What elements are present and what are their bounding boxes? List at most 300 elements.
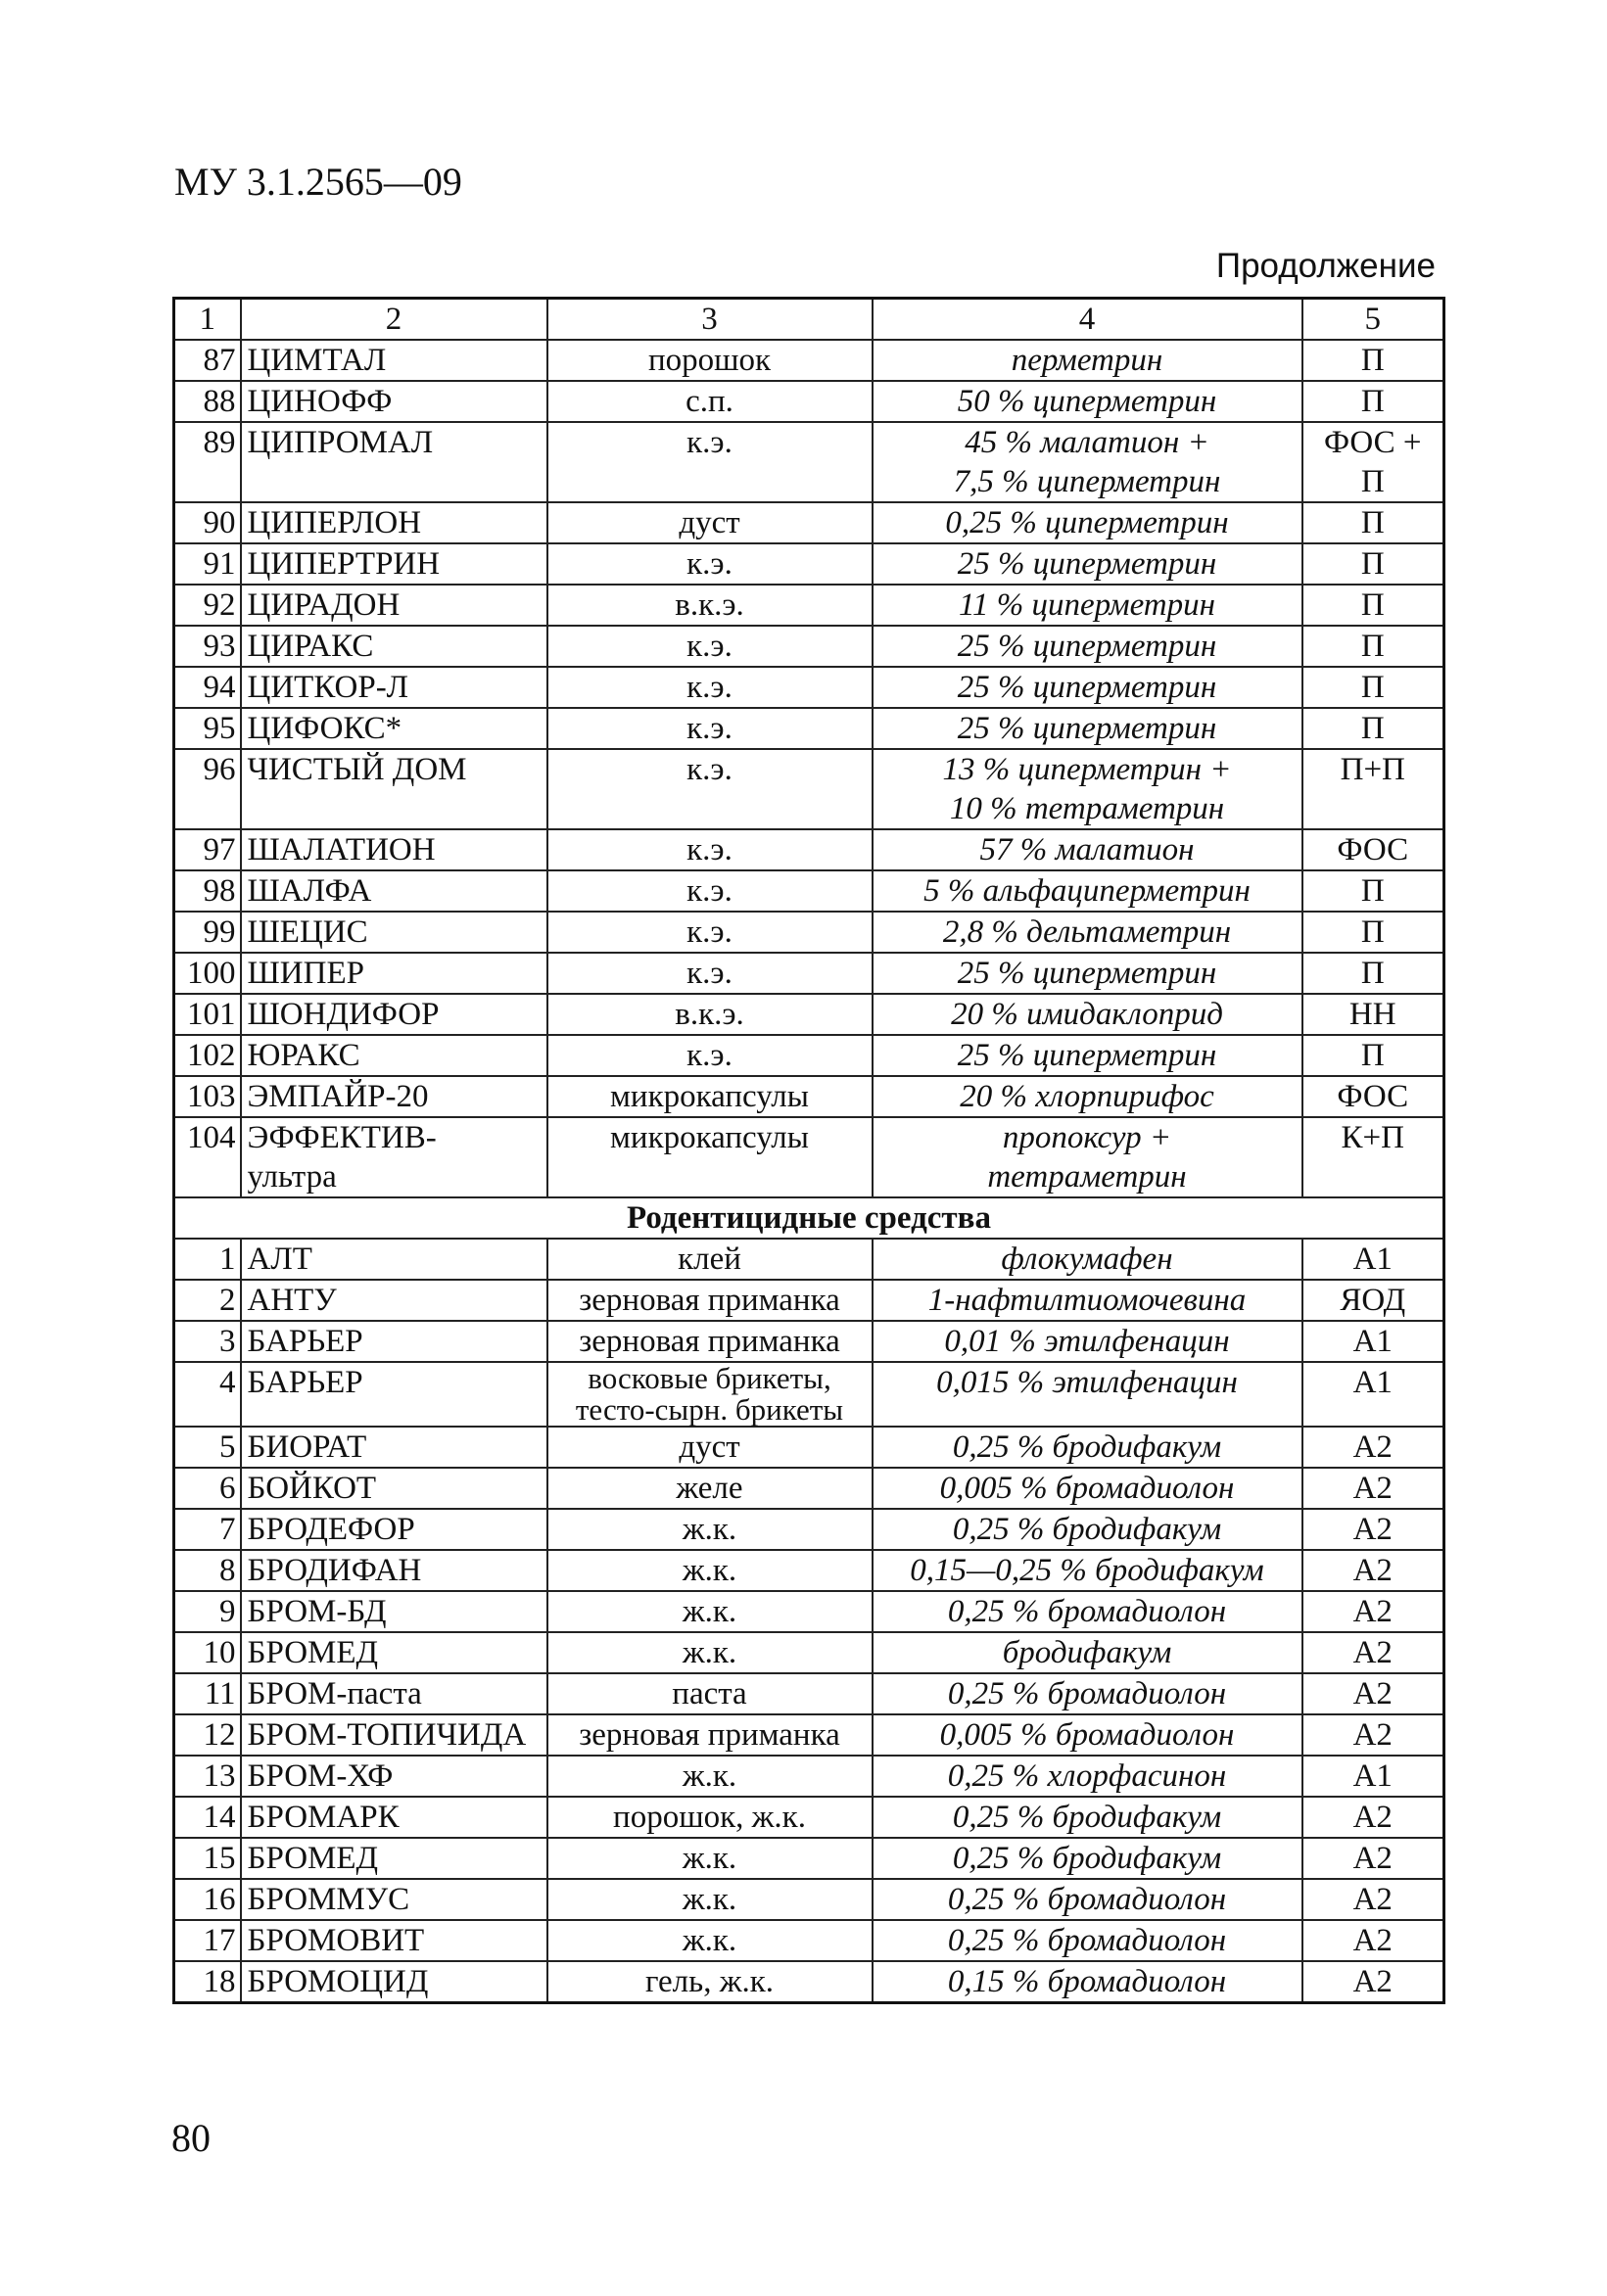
product-name: ЦИПРОМАЛ: [247, 425, 434, 460]
active-substance-cell: [873, 1920, 1302, 1961]
active-substance-cell: [873, 381, 1302, 422]
product-form-cell: [547, 1714, 873, 1756]
table-row: [174, 1427, 1444, 1468]
product-form: зерновая приманка: [579, 1283, 840, 1318]
chemical-group-cell: [1302, 1714, 1444, 1756]
chemical-group: А2: [1352, 1429, 1393, 1465]
product-name-cell: [241, 1076, 547, 1117]
row-number-cell: 18: [174, 1961, 241, 2003]
product-form: к.э.: [686, 873, 733, 909]
active-substance: 0,15—0,25 % бродифакум: [910, 1553, 1264, 1588]
table-row: [174, 994, 1444, 1035]
chemical-group: П: [1360, 343, 1385, 378]
table-row: [174, 1714, 1444, 1756]
table-row: [174, 340, 1444, 381]
active-substance-cell: [873, 1797, 1302, 1838]
chemical-group: А2: [1352, 1471, 1393, 1506]
product-form-cell: [547, 585, 873, 626]
product-form-cell: [547, 1427, 873, 1468]
product-form: к.э.: [686, 711, 733, 746]
product-name-cell: [241, 1920, 547, 1961]
product-name-cell: [241, 1550, 547, 1591]
table-row: [174, 1468, 1444, 1509]
active-substance: 0,25 % циперметрин: [945, 505, 1229, 540]
row-number-cell: 15: [174, 1838, 241, 1879]
row-number-cell: 99: [174, 912, 241, 953]
table-row: [174, 1797, 1444, 1838]
product-name-cell: [241, 1280, 547, 1321]
product-name-cell: [241, 381, 547, 422]
row-number-cell: 88: [174, 381, 241, 422]
product-form: ж.к.: [682, 1882, 737, 1917]
active-substance: 0,25 % бромадиолон: [947, 1882, 1227, 1917]
product-form: микрокапсулы: [610, 1120, 809, 1155]
chemical-group: НН: [1348, 997, 1396, 1032]
product-form: дуст: [679, 505, 740, 540]
chemical-group: А1: [1352, 1324, 1393, 1359]
product-name: ЦИФОКС*: [247, 711, 402, 746]
chemical-group-cell: [1302, 1879, 1444, 1920]
active-substance-cell: [873, 667, 1302, 708]
table-row: [174, 502, 1444, 543]
table-row: [174, 1550, 1444, 1591]
product-name: ЦИТКОР-Л: [247, 670, 409, 705]
table-row: [174, 870, 1444, 912]
chemical-group: П: [1360, 956, 1385, 991]
chemical-group: А2: [1352, 1841, 1393, 1876]
table-row: [174, 1076, 1444, 1117]
active-substance: 0,15 % бромадиолон: [947, 1964, 1227, 1999]
chemical-group-cell: [1302, 1362, 1444, 1427]
product-form: к.э.: [686, 956, 733, 991]
product-name: ЮРАКС: [247, 1038, 360, 1073]
active-substance: 0,25 % бродифакум: [952, 1512, 1222, 1547]
active-substance-cell: [873, 912, 1302, 953]
active-substance: бродифакум: [1002, 1635, 1172, 1670]
table-row: [174, 1362, 1444, 1427]
chemical-group: П: [1360, 384, 1385, 419]
table-row: [174, 422, 1444, 502]
active-substance-cell: [873, 340, 1302, 381]
product-name: ШОНДИФОР: [247, 997, 440, 1032]
row-number-cell: 7: [174, 1509, 241, 1550]
table-row: [174, 829, 1444, 870]
product-name-cell: [241, 1756, 547, 1797]
header-cell: 4: [873, 299, 1302, 341]
row-number-cell: 9: [174, 1591, 241, 1632]
chemical-group-cell: [1302, 1591, 1444, 1632]
product-name: ЭМПАЙР-20: [247, 1079, 429, 1114]
row-number-cell: 97: [174, 829, 241, 870]
active-substance: 7,5 % циперметрин: [953, 464, 1221, 499]
chemical-group-cell: [1302, 870, 1444, 912]
row-number-cell: 1: [174, 1239, 241, 1280]
active-substance-cell: [873, 1117, 1302, 1197]
chemical-group-cell: [1302, 585, 1444, 626]
chemical-group-cell: [1302, 994, 1444, 1035]
row-number-cell: 98: [174, 870, 241, 912]
row-number-cell: 91: [174, 543, 241, 585]
product-name-cell: [241, 749, 547, 829]
product-form: в.к.э.: [675, 587, 744, 623]
row-number-cell: 93: [174, 626, 241, 667]
chemical-group: А2: [1352, 1594, 1393, 1629]
active-substance: тетраметрин: [987, 1159, 1187, 1195]
active-substance-cell: [873, 870, 1302, 912]
table-row: [174, 667, 1444, 708]
chemical-group: П: [1360, 546, 1385, 582]
section-title: Родентицидные средства: [174, 1197, 1444, 1239]
active-substance: 1-нафтилтиомочевина: [927, 1283, 1247, 1318]
product-form: дуст: [679, 1429, 740, 1465]
row-number-cell: 4: [174, 1362, 241, 1427]
product-form-cell: [547, 1035, 873, 1076]
chemical-group-cell: [1302, 1076, 1444, 1117]
chemical-group: ФОС: [1337, 1079, 1409, 1114]
table-row: [174, 1673, 1444, 1714]
product-name-cell: [241, 585, 547, 626]
chemical-group: А2: [1352, 1964, 1393, 1999]
product-name-cell: [241, 953, 547, 994]
chemical-group: А2: [1352, 1882, 1393, 1917]
product-name-cell: [241, 1509, 547, 1550]
chemical-group: А2: [1352, 1635, 1393, 1670]
product-name-cell: [241, 1239, 547, 1280]
row-number-cell: 103: [174, 1076, 241, 1117]
product-name-cell: [241, 502, 547, 543]
product-name: БАРЬЕР: [247, 1324, 363, 1359]
product-form: ж.к.: [682, 1635, 737, 1670]
product-form-cell: [547, 1961, 873, 2003]
product-form-cell: [547, 1239, 873, 1280]
active-substance: 0,01 % этилфенацин: [944, 1324, 1230, 1359]
chemical-group-cell: [1302, 381, 1444, 422]
active-substance-cell: [873, 708, 1302, 749]
chemical-group: А2: [1352, 1717, 1393, 1753]
row-number-cell: 13: [174, 1756, 241, 1797]
table-row: [174, 912, 1444, 953]
product-name: ЦИРАДОН: [247, 587, 401, 623]
product-name: ЦИПЕРЛОН: [247, 505, 422, 540]
product-form: зерновая приманка: [579, 1717, 840, 1753]
product-form: порошок, ж.к.: [613, 1800, 806, 1835]
chemical-group-cell: [1302, 626, 1444, 667]
product-name: БРОММУС: [247, 1882, 410, 1917]
product-form-cell: [547, 1509, 873, 1550]
product-form: ж.к.: [682, 1758, 737, 1794]
active-substance: флокумафен: [1001, 1242, 1173, 1277]
product-name: ЦИРАКС: [247, 629, 374, 664]
product-form-cell: [547, 422, 873, 502]
chemical-group-cell: [1302, 1427, 1444, 1468]
product-name-cell: [241, 708, 547, 749]
active-substance-cell: [873, 1673, 1302, 1714]
chemical-group-cell: [1302, 1468, 1444, 1509]
table-row: [174, 953, 1444, 994]
product-name-cell: [241, 870, 547, 912]
active-substance: 25 % циперметрин: [957, 546, 1217, 582]
active-substance: 11 % циперметрин: [958, 587, 1216, 623]
active-substance: 0,25 % бродифакум: [952, 1841, 1222, 1876]
chemical-group: П: [1360, 505, 1385, 540]
active-substance: 2,8 % дельтаметрин: [942, 914, 1232, 950]
product-form-cell: [547, 953, 873, 994]
product-name: ШАЛФА: [247, 873, 372, 909]
product-form-cell: [547, 1117, 873, 1197]
product-name-cell: [241, 994, 547, 1035]
active-substance: 0,015 % этилфенацин: [936, 1365, 1238, 1400]
chemical-group: А2: [1352, 1800, 1393, 1835]
row-number-cell: 14: [174, 1797, 241, 1838]
product-form-cell: [547, 626, 873, 667]
active-substance-cell: [873, 585, 1302, 626]
chemical-group: А1: [1352, 1365, 1393, 1400]
chemical-group-cell: [1302, 708, 1444, 749]
row-number-cell: 2: [174, 1280, 241, 1321]
active-substance-cell: [873, 422, 1302, 502]
table-row: [174, 1280, 1444, 1321]
product-form: к.э.: [686, 752, 733, 787]
active-substance: пропоксур +: [1002, 1120, 1172, 1155]
chemical-group-cell: [1302, 340, 1444, 381]
chemical-group-cell: [1302, 829, 1444, 870]
table-row: [174, 1838, 1444, 1879]
product-name-cell: [241, 1362, 547, 1427]
active-substance-cell: [873, 1879, 1302, 1920]
row-number-cell: 100: [174, 953, 241, 994]
product-form-cell: [547, 1280, 873, 1321]
product-form: ж.к.: [682, 1923, 737, 1958]
chemical-group-cell: [1302, 953, 1444, 994]
active-substance-cell: [873, 1632, 1302, 1673]
product-name: БРОМЕД: [247, 1635, 379, 1670]
active-substance-cell: [873, 1468, 1302, 1509]
chemical-group: ФОС +: [1323, 425, 1422, 460]
row-number-cell: 12: [174, 1714, 241, 1756]
chemical-group: П: [1360, 464, 1385, 499]
product-form: ж.к.: [682, 1553, 737, 1588]
chemical-group-cell: [1302, 1756, 1444, 1797]
chemical-group: К+П: [1341, 1120, 1404, 1155]
product-form-cell: [547, 1838, 873, 1879]
product-name-cell: [241, 1714, 547, 1756]
product-name: БРОМАРК: [247, 1800, 400, 1835]
active-substance-cell: [873, 1321, 1302, 1362]
product-form: ж.к.: [682, 1841, 737, 1876]
active-substance-cell: [873, 626, 1302, 667]
chemical-group: А2: [1352, 1923, 1393, 1958]
product-form-cell: [547, 829, 873, 870]
product-form: к.э.: [686, 1038, 733, 1073]
active-substance: 57 % малатион: [979, 832, 1195, 867]
active-substance-cell: [873, 1076, 1302, 1117]
product-form: паста: [672, 1676, 747, 1711]
active-substance-cell: [873, 1239, 1302, 1280]
product-name-cell: [241, 667, 547, 708]
table-row: [174, 1756, 1444, 1797]
table-row: [174, 1321, 1444, 1362]
product-name-cell: [241, 829, 547, 870]
row-number-cell: 104: [174, 1117, 241, 1197]
header-cell: 2: [241, 299, 547, 341]
product-form-cell: [547, 870, 873, 912]
active-substance-cell: [873, 953, 1302, 994]
active-substance: 0,25 % бромадиолон: [947, 1594, 1227, 1629]
active-substance-cell: [873, 502, 1302, 543]
active-substance-cell: [873, 1427, 1302, 1468]
table-row: [174, 749, 1444, 829]
product-form-cell: [547, 1920, 873, 1961]
product-name: БРОМ-паста: [247, 1676, 422, 1711]
product-name-cell: [241, 1117, 547, 1197]
product-name: ЦИПЕРТРИН: [247, 546, 441, 582]
product-form-cell: [547, 994, 873, 1035]
active-substance: 10 % тетраметрин: [949, 791, 1225, 826]
product-name: БРОДИФАН: [247, 1553, 422, 1588]
product-form: порошок: [647, 343, 772, 378]
active-substance: 25 % циперметрин: [957, 1038, 1217, 1073]
product-form: гель, ж.к.: [644, 1964, 775, 1999]
chemical-group: П: [1360, 629, 1385, 664]
product-name: БРОМОВИТ: [247, 1923, 425, 1958]
active-substance-cell: [873, 749, 1302, 829]
row-number-cell: 3: [174, 1321, 241, 1362]
table-row: [174, 1117, 1444, 1197]
table-row: [174, 708, 1444, 749]
chemical-group-cell: [1302, 1797, 1444, 1838]
section-row: [174, 1197, 1444, 1239]
product-form: желе: [676, 1471, 743, 1506]
header-row: [174, 299, 1444, 341]
chemical-group-cell: [1302, 1961, 1444, 2003]
active-substance: 25 % циперметрин: [957, 711, 1217, 746]
product-form: клей: [678, 1242, 741, 1277]
product-name: БРОМОЦИД: [247, 1964, 429, 1999]
table-row: [174, 1035, 1444, 1076]
product-form: к.э.: [686, 832, 733, 867]
product-form-cell: [547, 912, 873, 953]
active-substance: 25 % циперметрин: [957, 956, 1217, 991]
product-name-cell: [241, 1321, 547, 1362]
active-substance: перметрин: [1011, 343, 1163, 378]
product-name-cell: [241, 1838, 547, 1879]
product-name-cell: [241, 1673, 547, 1714]
product-form-cell: [547, 1321, 873, 1362]
active-substance-cell: [873, 1591, 1302, 1632]
table-row: [174, 1961, 1444, 2003]
row-number-cell: 101: [174, 994, 241, 1035]
header-cell: 1: [174, 299, 241, 341]
active-substance-cell: [873, 543, 1302, 585]
product-form-cell: [547, 1591, 873, 1632]
product-name: БИОРАТ: [247, 1429, 367, 1465]
row-number-cell: 92: [174, 585, 241, 626]
product-form-cell: [547, 1632, 873, 1673]
product-name-cell: [241, 340, 547, 381]
active-substance: 0,005 % бромадиолон: [939, 1717, 1235, 1753]
product-form: ж.к.: [682, 1594, 737, 1629]
product-name: АНТУ: [247, 1283, 337, 1318]
chemical-group: А2: [1352, 1553, 1393, 1588]
product-form-cell: [547, 502, 873, 543]
product-name: БРОМ-ХФ: [247, 1758, 394, 1794]
chemical-group: А2: [1352, 1512, 1393, 1547]
active-substance-cell: [873, 1035, 1302, 1076]
product-name-cell: [241, 422, 547, 502]
chemical-group: П: [1360, 1038, 1385, 1073]
chemical-group: ЯОД: [1340, 1283, 1406, 1318]
chemical-group-cell: [1302, 1117, 1444, 1197]
active-substance: 0,25 % бродифакум: [952, 1800, 1222, 1835]
product-name-cell: [241, 1427, 547, 1468]
product-form: к.э.: [686, 914, 733, 950]
product-form-cell: [547, 1362, 873, 1427]
product-form: в.к.э.: [675, 997, 744, 1032]
product-form-cell: [547, 543, 873, 585]
product-name: БРОДЕФОР: [247, 1512, 415, 1547]
row-number-cell: 89: [174, 422, 241, 502]
product-form-cell: [547, 381, 873, 422]
header-cell: 5: [1302, 299, 1444, 341]
active-substance-cell: [873, 1714, 1302, 1756]
product-name-cell: [241, 912, 547, 953]
product-name-cell: [241, 1468, 547, 1509]
row-number-cell: 8: [174, 1550, 241, 1591]
product-name-cell: [241, 1797, 547, 1838]
product-name: ультра: [247, 1159, 337, 1195]
product-name: БОЙКОТ: [247, 1471, 377, 1506]
table-row: [174, 1591, 1444, 1632]
product-form: микрокапсулы: [610, 1079, 809, 1114]
active-substance: 20 % хлорпирифос: [960, 1079, 1214, 1114]
product-name: БАРЬЕР: [247, 1365, 363, 1400]
chemical-group-cell: [1302, 1321, 1444, 1362]
chemical-group: А1: [1352, 1242, 1393, 1277]
chemical-group-cell: [1302, 1280, 1444, 1321]
product-name-cell: [241, 1961, 547, 2003]
active-substance-cell: [873, 1509, 1302, 1550]
chemical-group-cell: [1302, 1632, 1444, 1673]
product-form-cell: [547, 749, 873, 829]
row-number-cell: 96: [174, 749, 241, 829]
product-form-cell: [547, 340, 873, 381]
continuation-label: Продолжение: [1215, 247, 1436, 285]
row-number-cell: 16: [174, 1879, 241, 1920]
product-name: ЦИМТАЛ: [247, 343, 387, 378]
chemical-group: П: [1360, 914, 1385, 950]
row-number-cell: 90: [174, 502, 241, 543]
row-number-cell: 95: [174, 708, 241, 749]
active-substance-cell: [873, 1280, 1302, 1321]
row-number-cell: 94: [174, 667, 241, 708]
table-row: [174, 1509, 1444, 1550]
product-form-cell: [547, 1673, 873, 1714]
active-substance: 20 % имидаклоприд: [951, 997, 1223, 1032]
chemical-group: А1: [1352, 1758, 1393, 1794]
chemical-group-cell: [1302, 1035, 1444, 1076]
chemical-group-cell: [1302, 749, 1444, 829]
page-number: 80: [171, 2116, 211, 2160]
chemical-group: ФОС: [1337, 832, 1409, 867]
active-substance-cell: [873, 1838, 1302, 1879]
active-substance: 13 % циперметрин +: [942, 752, 1232, 787]
product-form-cell: [547, 708, 873, 749]
table-row: [174, 585, 1444, 626]
active-substance: 5 % альфациперметрин: [923, 873, 1251, 909]
chemical-group-cell: [1302, 912, 1444, 953]
row-number-cell: 11: [174, 1673, 241, 1714]
chemical-group-cell: [1302, 1838, 1444, 1879]
